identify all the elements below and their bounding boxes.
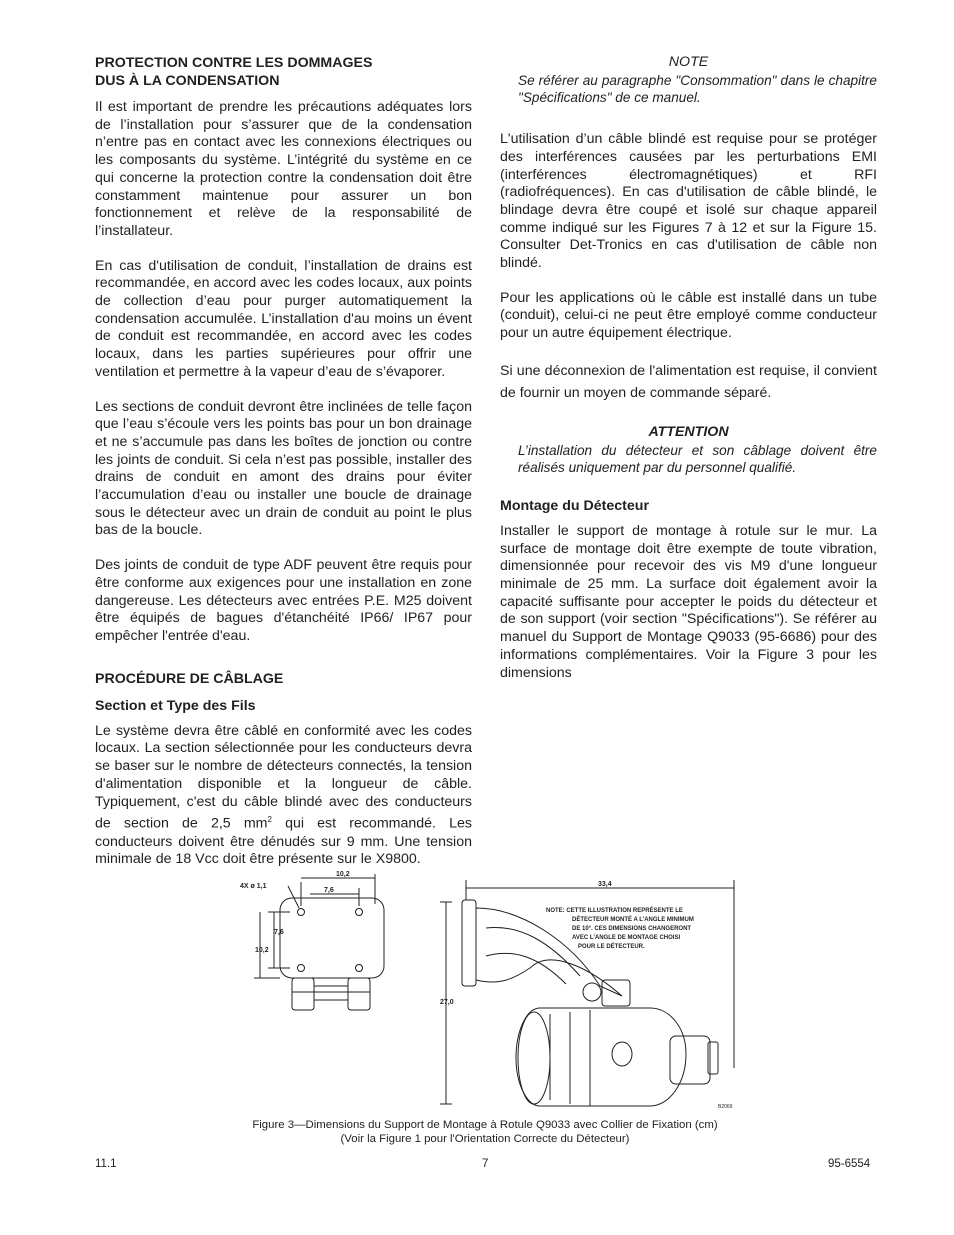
dim-side-outer: 10,2 — [255, 947, 269, 954]
attention-text: L’installation du détecteur et son câblage doivent être réalisés uniquement par du personnel qualifié. — [518, 442, 877, 476]
attention-title: ATTENTION — [648, 423, 729, 440]
figure-code: B2069 — [718, 1104, 733, 1110]
note-text: Se référer au paragraphe "Consommation" dans le chapitre "Spécifications" de ce manuel. — [518, 72, 877, 106]
paragraph-shielded-cable: L'utilisation d’un câble blindé est requise pour se protéger des interférences causées par les perturbations EMI (interférences électromagnétiques) et RFI (radiofréquences). En cas d'utilisation de câble blindé, le blindage devra être coupé et isolé sur chaque appareil comme indiqué sur les Figures 7 à 12 et sur la Figure 15. Consulter Det-Tronics en cas d'utilisation de câble non blindé. — [500, 131, 877, 272]
figure-caption-line2: (Voir la Figure 1 pour l'Orientation Correcte du Détecteur) — [340, 1133, 630, 1145]
paragraph-conduit: Pour les applications où le câble est installé dans un tube (conduit), celui-ci ne peut être employé comme conducteur pour un autre équipement électrique. — [500, 289, 877, 342]
dim-top-inner: 7,6 — [324, 887, 334, 894]
wire-size-text-a: Le système devra être câblé en conformité avec les codes locaux. La section sélectionnée pour les conducteurs devra se baser sur le nombre de détecteurs connectés, la tension d'alimentation disponible et la longueur de câble. Typiquement, c'est du câble blindé avec des conducteurs de section de 2,5 mm — [95, 722, 472, 832]
section-title-wiring: PROCÉDURE DE CÂBLAGE — [95, 670, 284, 687]
paragraph-condensation-2: En cas d'utilisation de conduit, l’installation de drains est recommandée, en accord avec les codes locaux, aux points de collection d’eau pour purger automatiquement la condensation accumulée. L’installation d'au moins un évent de conduit est recommandée, en accord avec les codes locaux, dans les parties supérieures pour offrir une ventilation et permettre à la vapeur d’eau de s’évaporer. — [95, 257, 472, 380]
dim-width: 33,4 — [598, 881, 612, 888]
figure-note-line5: POUR LE DÉTECTEUR. — [578, 944, 645, 950]
wire-size-text-b: qui est recommandé. Les conducteurs doivent être dénudés sur 9 mm. Une tension minimale de 18 Vcc doit être présente sur le X9800. — [95, 815, 472, 868]
note-title: NOTE — [668, 54, 709, 70]
figure-caption-line1: Figure 3—Dimensions du Support de Montage à Rotule Q9033 avec Collier de Fixation (cm) — [252, 1119, 718, 1131]
right-column — [500, 54, 877, 699]
superscript: 2 — [267, 815, 272, 825]
footer-revision: 11.1 — [95, 1158, 117, 1170]
figure-caption — [230, 1118, 740, 1146]
section-title-line2: DUS À LA CONDENSATION — [95, 73, 280, 89]
footer-doc-number: 95-6554 — [828, 1158, 871, 1170]
dim-height: 27,0 — [440, 999, 454, 1006]
paragraph-wire-size — [95, 723, 472, 869]
dim-holes: 4X ø 1,1 — [240, 883, 267, 890]
figure-3-drawing — [230, 868, 750, 1116]
section-title-line1: PROTECTION CONTRE LES DOMMAGES — [95, 55, 373, 71]
subsection-title-mounting: Montage du Détecteur — [500, 497, 649, 514]
page-number: 7 — [482, 1158, 489, 1170]
subsection-title-wire-size: Section et Type des Fils — [95, 697, 256, 714]
paragraph-condensation-4: Des joints de conduit de type ADF peuvent être requis pour être conforme aux exigences pour une installation en zone dangereuse. Les détecteurs avec entrées P.E. M25 doivent être équipés de bagues d'étanchéité IP66/ IP67 pour empêcher l'entrée d'eau. — [95, 557, 472, 644]
figure-note-line3: DE 10°. CES DIMENSIONS CHANGERONT — [572, 926, 692, 932]
paragraph-disconnect: Si une déconnexion de l'alimentation est requise, il convient de fournir un moyen de commande séparé. — [500, 362, 877, 401]
figure-note-line1: NOTE: CETTE ILLUSTRATION REPRÉSENTE LE — [546, 908, 683, 914]
dim-side-inner: 7,6 — [274, 929, 284, 936]
paragraph-mounting: Installer le support de montage à rotule sur le mur. La surface de montage doit être exempte de toute vibration, dimensionnée pour recevoir des vis M9 d'une longueur minimale de 25 mm. La surface doit également avoir la capacité suffisante pour accepter le poids du détecteur et de son support (voir section "Spécifications"). Se référer au manuel du Support de Montage Q9033 (95-6686) pour des informations complémentaires. Voir la Figure 3 pour les dimensions — [500, 522, 877, 681]
figure-note-line2: DÉTECTEUR MONTÉ A L’ANGLE MINIMUM — [572, 917, 694, 923]
paragraph-condensation-3: Les sections de conduit devront être inclinées de telle façon que l’eau s’écoule vers les points bas pour un bon drainage et ne s’accumule pas dans les boîtes de jonction ou contre les joints de conduit. Si cela n’est pas possible, installer des drains de conduit en amont des drains pour éviter l’accumulation d’eau ou installer une boucle de drainage sous le détecteur avec un drain de conduit au point le plus bas de la boucle. — [95, 398, 472, 539]
left-column — [95, 54, 472, 886]
figure-note-line4: AVEC L’ANGLE DE MONTAGE CHOISI — [572, 935, 681, 941]
dim-top-outer: 10,2 — [336, 871, 350, 878]
section-title-condensation — [95, 54, 472, 90]
paragraph-condensation-1: Il est important de prendre les précautions adéquates lors de l’installation pour s’assurer que de la condensation n’entre pas en contact avec les connexions électriques ou les composants du système. L’intégrité du système en ce qui concerne la protection contre la condensation doit être constamment maintenue pour assurer un bon fonctionnement et relève de la responsabilité de l’installateur. — [95, 99, 472, 239]
